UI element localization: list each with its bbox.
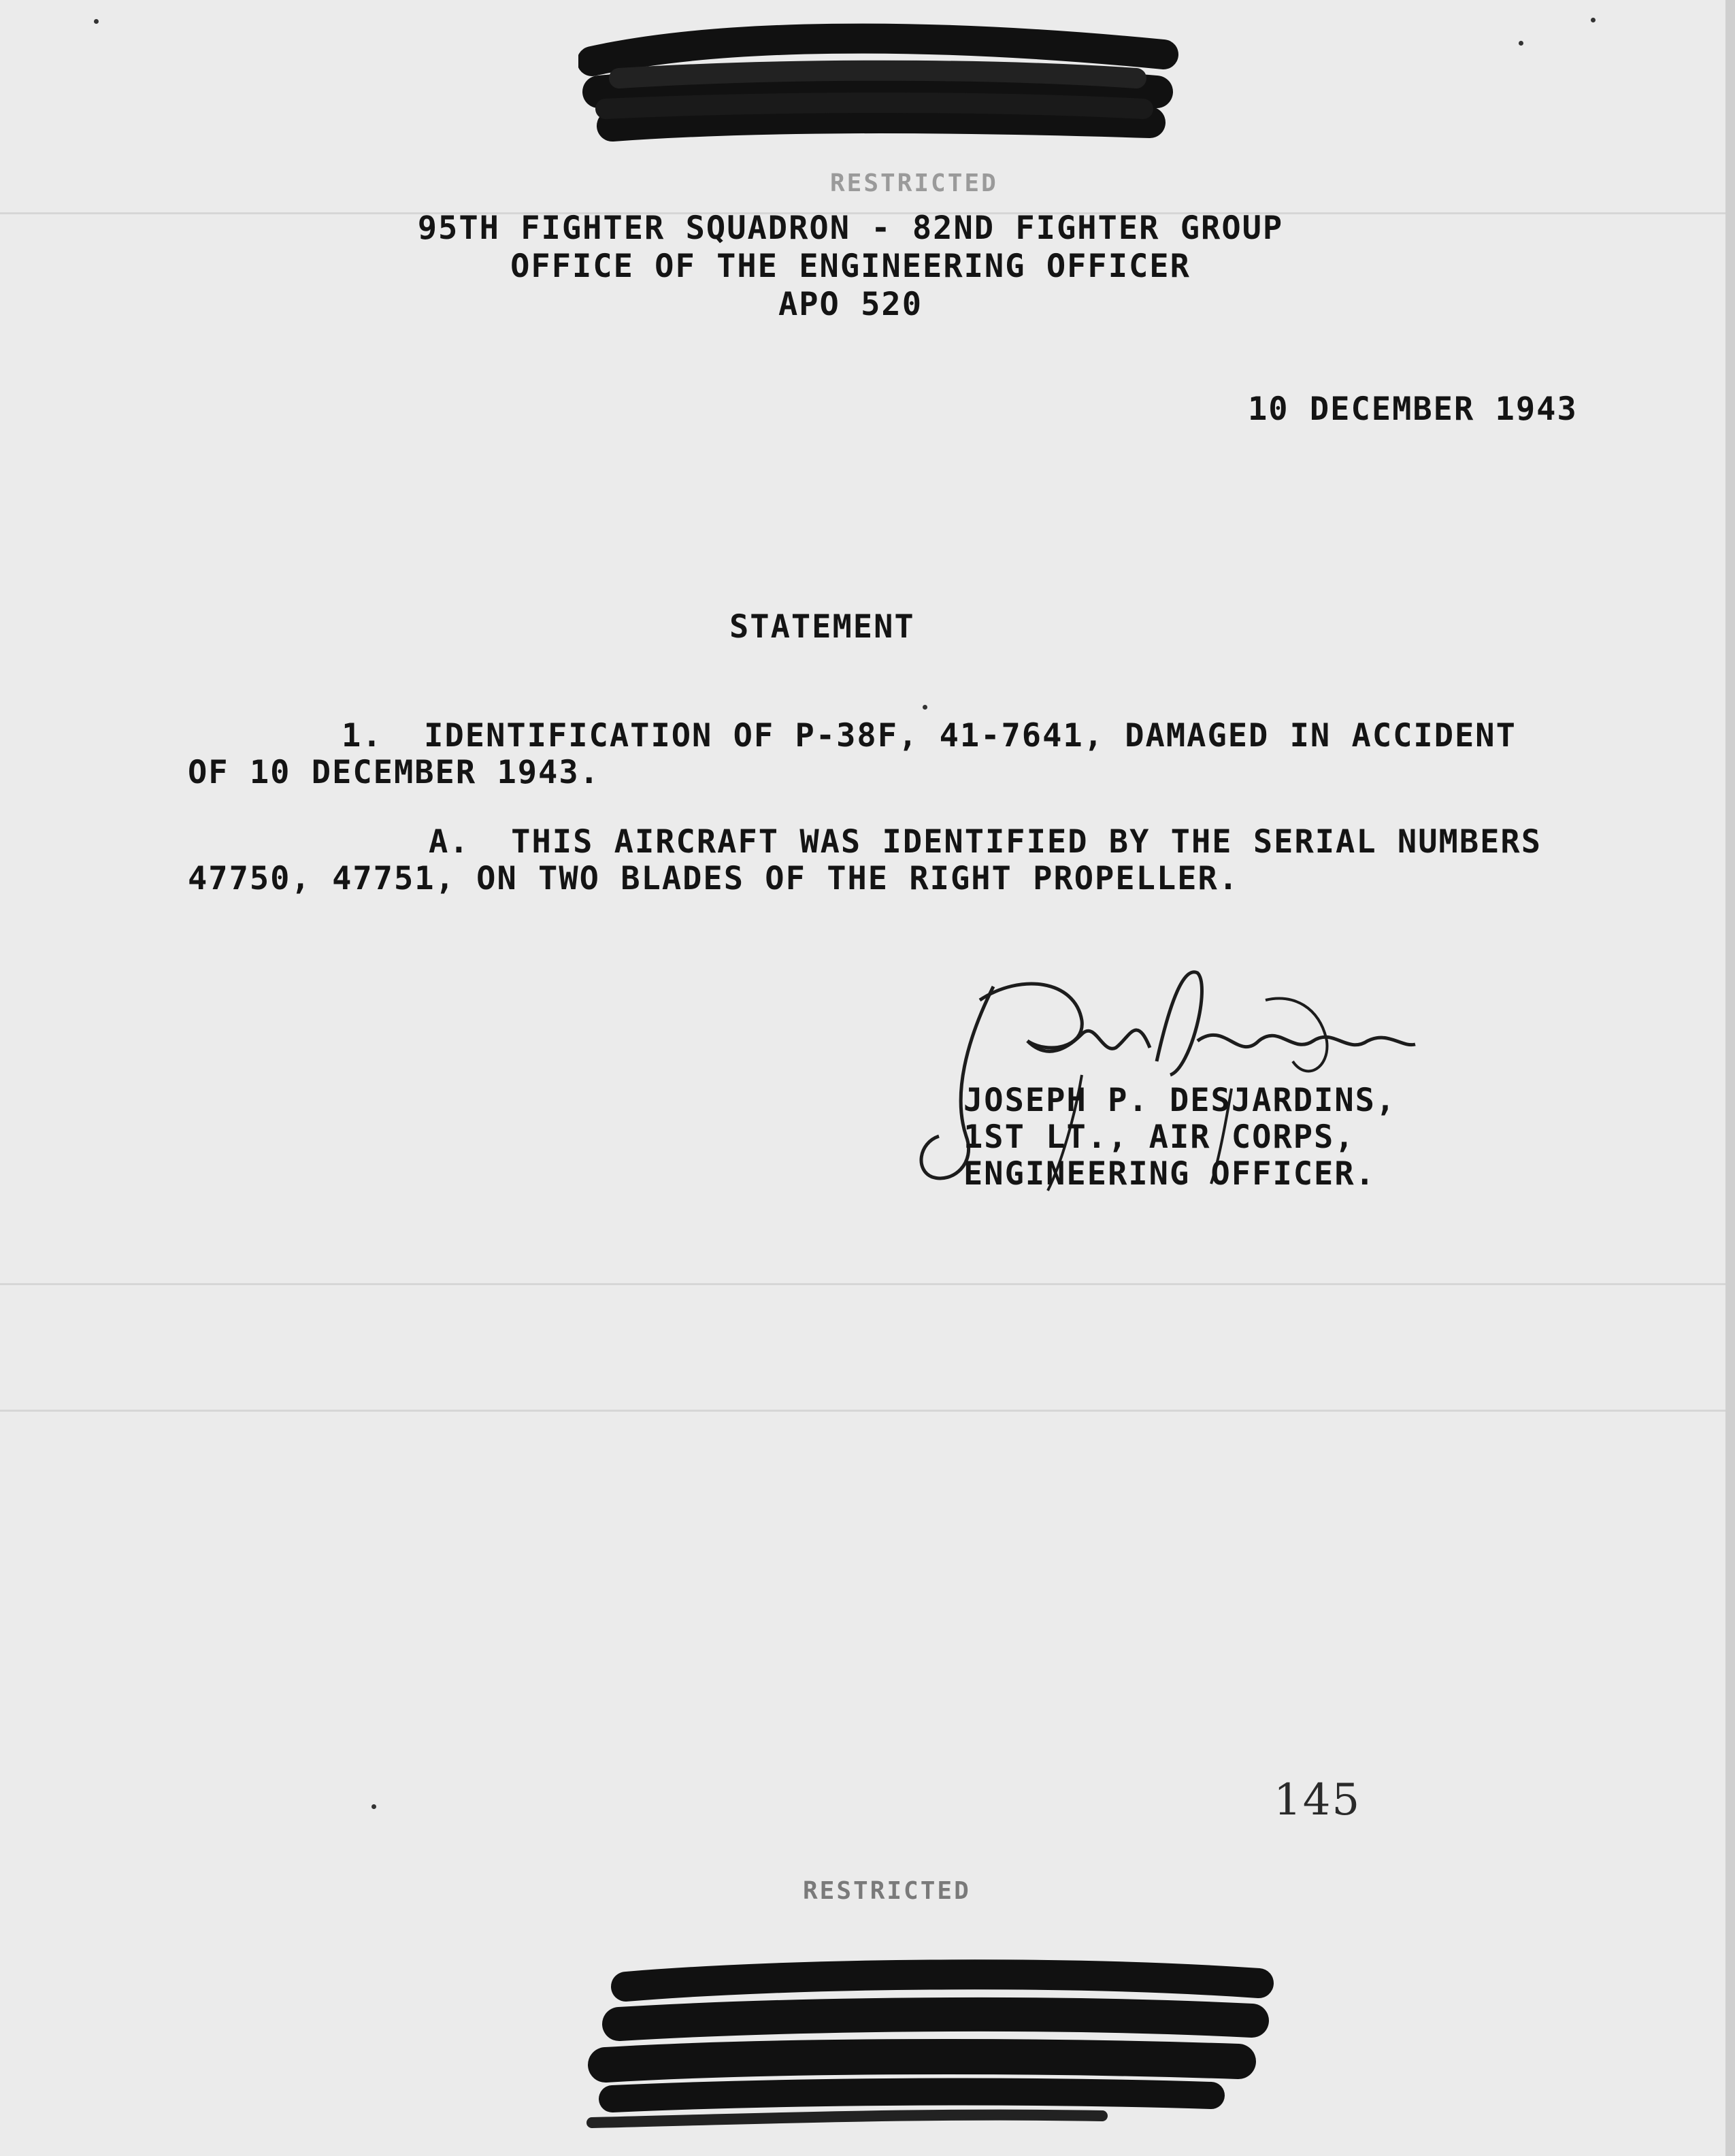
signatory-title: ENGINEERING OFFICER.	[963, 1155, 1376, 1193]
letterhead-unit: 95TH FIGHTER SQUADRON - 82ND FIGHTER GROUP	[417, 210, 1284, 247]
restricted-stamp-bottom: RESTRICTED	[803, 1877, 971, 1905]
speck	[923, 705, 927, 710]
signatory-rank: 1ST LT., AIR CORPS,	[963, 1118, 1355, 1156]
scan-line	[0, 1410, 1735, 1412]
scan-edge	[1725, 0, 1735, 2156]
restricted-stamp-top: RESTRICTED	[830, 169, 998, 197]
speck	[1591, 18, 1596, 22]
page-number: 145	[1274, 1775, 1361, 1825]
scan-line	[0, 1283, 1735, 1285]
document-date: 10 DECEMBER 1943	[1248, 391, 1578, 428]
speck	[371, 1804, 376, 1809]
paragraph-1-line-2: OF 10 DECEMBER 1943.	[188, 754, 600, 791]
bottom-redaction-mark	[585, 1959, 1279, 2136]
paragraph-1-line-1: 1. IDENTIFICATION OF P-38F, 41-7641, DAMAGED IN ACCIDENT	[342, 717, 1517, 754]
letterhead-office: OFFICE OF THE ENGINEERING OFFICER	[510, 248, 1191, 285]
signatory-name: JOSEPH P. DESJARDINS,	[963, 1082, 1397, 1119]
document-title: STATEMENT	[729, 608, 915, 646]
speck	[94, 19, 99, 24]
top-redaction-mark	[578, 14, 1191, 150]
paragraph-a-line-2: 47750, 47751, ON TWO BLADES OF THE RIGHT PROPELLER.	[188, 860, 1240, 897]
speck	[1519, 41, 1523, 46]
paragraph-a-line-1: A. THIS AIRCRAFT WAS IDENTIFIED BY THE SERIAL NUMBERS	[429, 823, 1542, 861]
letterhead-apo: APO 520	[778, 286, 923, 323]
